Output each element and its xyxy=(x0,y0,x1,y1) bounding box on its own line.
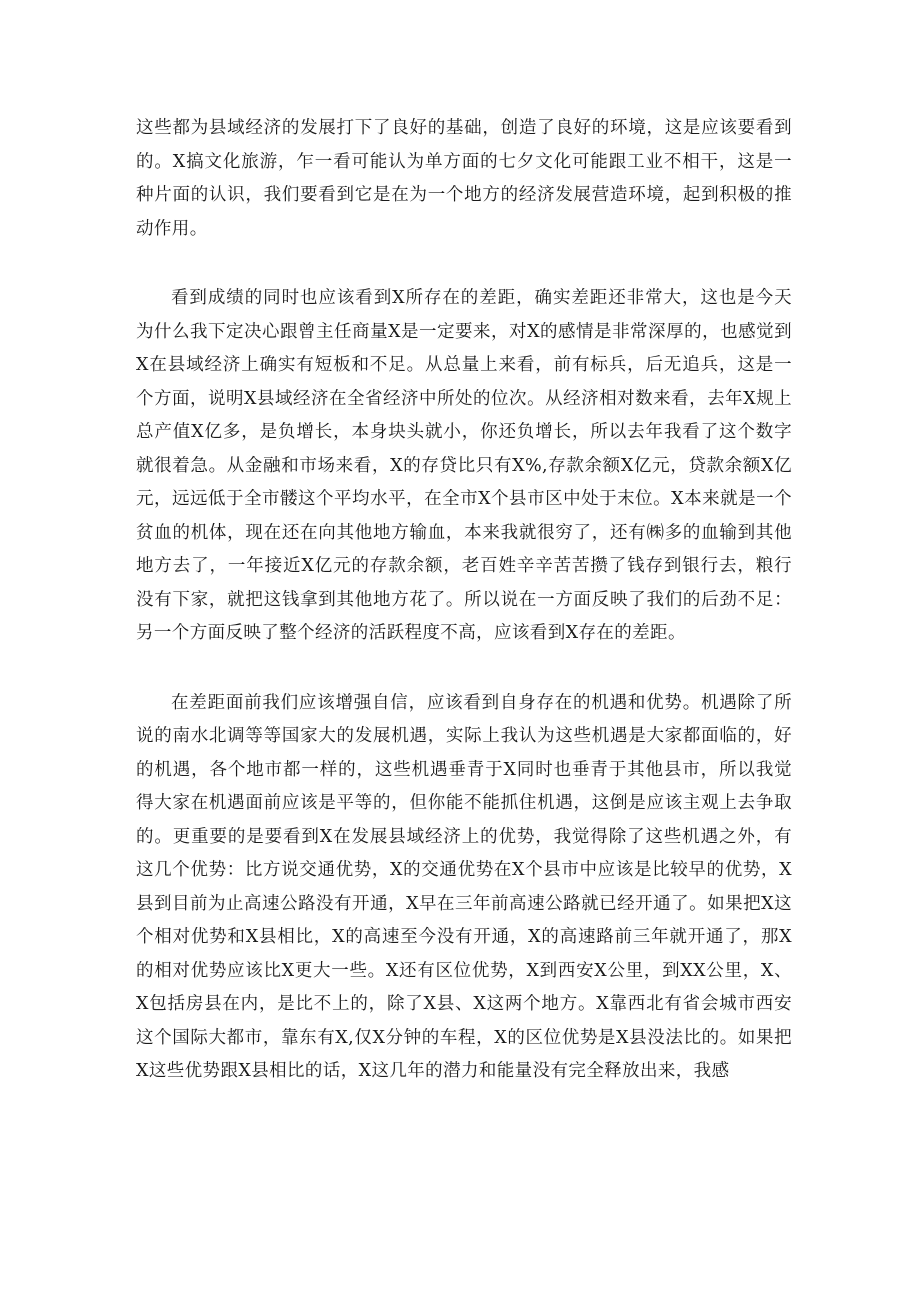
paragraph-1: 这些都为县域经济的发展打下了良好的基础，创造了良好的环境，这是应该要看到的。X搞文化旅游，乍一看可能认为单方面的七夕文化可能跟工业不相干，这是一种片面的认识，我们要看到它是在为一个地方的经济发展营造环境，起到积极的推动作用。 xyxy=(136,118,792,239)
document-page xyxy=(136,112,792,1089)
paragraph-2: 看到成绩的同时也应该看到X所存在的差距，确实差距还非常大，这也是今天为什么我下定决心跟曾主任商量X是一定要来，对X的感情是非常深厚的，也感觉到X在县域经济上确实有短板和不足。从总量上来看，前有标兵，后无追兵，这是一个方面，说明X县域经济在全省经济中所处的位次。从经济相对数来看，去年X规上总产值X亿多，是负增长，本身块头就小，你还负增长，所以去年我看了这个数字就很着急。从金融和市场来看，X的存贷比只有X%,存款余额X亿元，贷款余额X亿元，远远低于全市髅这个平均水平，在全市X个县市区中处于末位。X本来就是一个贫血的机体，现在还在向其他地方输血，本来我就很穷了，还有㈱多的血输到其他地方去了，一年接近X亿元的存款余额，老百姓辛辛苦苦攒了钱存到银行去，粮行没有下家，就把这钱拿到其他地方花了。所以说在一方面反映了我们的后劲不足：另一个方面反映了整个经济的活跃程度不高，应该看到X存在的差距。 xyxy=(136,288,792,643)
paragraph-3: 在差距面前我们应该增强自信，应该看到自身存在的机遇和优势。机遇除了所说的南水北调等等国家大的发展机遇，实际上我认为这些机遇是大家都面临的，好的机遇，各个地市都一样的，这些机遇垂青于X同时也垂青于其他县市，所以我觉得大家在机遇面前应该是平等的，但你能不能抓住机遇，这倒是应该主观上去争取的。更重要的是要看到X在发展县域经济上的优势，我觉得除了这些机遇之外，有这几个优势：比方说交通优势，X的交通优势在X个县市中应该是比较早的优势，X县到目前为止高速公路没有开通，X早在三年前高速公路就已经开通了。如果把X这个相对优势和X县相比，X的高速至今没有开通，X的高速路前三年就开通了，那X的相对优势应该比X更大一些。X还有区位优势，X到西安X公里，到XX公里，X、X包括房县在内，是比不上的，除了X县、X这两个地方。X靠西北有省会城市西安这个国际大都市，靠东有X,仅X分钟的车程，X的区位优势是X县没法比的。如果把X这些优势跟X县相比的话，X这几年的潜力和能量没有完全释放出来，我感 xyxy=(136,692,792,1081)
